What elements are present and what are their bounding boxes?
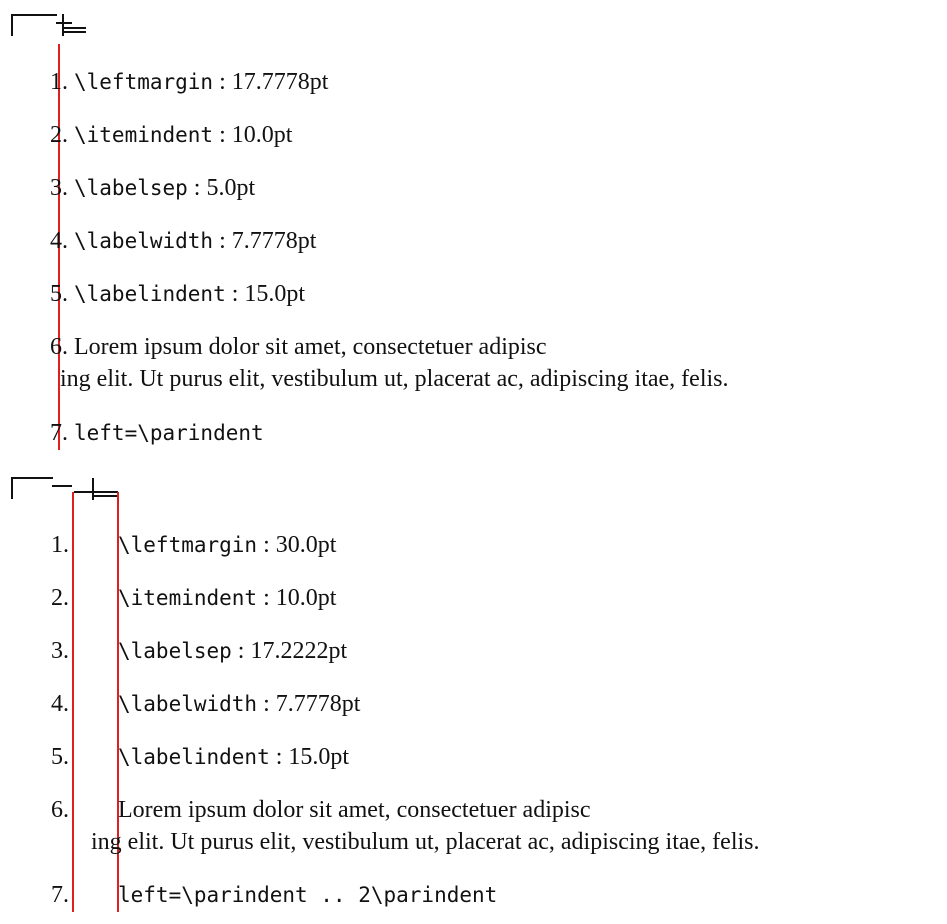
option-text: left=\parindent bbox=[74, 421, 264, 445]
list-item bbox=[50, 419, 264, 447]
paragraph-continuation: ing elit. Ut purus elit, vestibulum ut, placerat ac, adipiscing itae, felis. bbox=[60, 366, 729, 392]
length-value: 17.2222pt bbox=[250, 638, 348, 664]
list1-rule-labelwidth bbox=[56, 22, 72, 24]
macro-name: \labelsep bbox=[74, 176, 188, 200]
paragraph-line: Lorem ipsum dolor sit amet, consectetuer adipisc bbox=[74, 334, 547, 360]
macro-name: \itemindent bbox=[118, 586, 258, 610]
length-value: 17.7778pt bbox=[231, 69, 329, 95]
item-label: 5. bbox=[51, 744, 69, 770]
paragraph-line: Lorem ipsum dolor sit amet, consectetuer adipisc bbox=[118, 797, 591, 823]
list-item bbox=[118, 690, 360, 718]
list1-rule-tick-left bbox=[11, 14, 13, 36]
list-item bbox=[50, 333, 547, 361]
separator: : bbox=[225, 281, 245, 307]
separator: : bbox=[213, 228, 232, 254]
length-value: 7.7778pt bbox=[231, 228, 317, 254]
item-label: 4. bbox=[50, 228, 68, 254]
separator: : bbox=[213, 69, 232, 95]
separator: : bbox=[187, 175, 207, 201]
list2-rule-margin bbox=[11, 477, 53, 479]
list1-rule-indent-b bbox=[62, 31, 86, 33]
separator: : bbox=[231, 638, 251, 664]
list2-rule-labelindent bbox=[52, 485, 72, 487]
length-value: 30.0pt bbox=[275, 532, 337, 558]
separator: : bbox=[269, 744, 289, 770]
separator: : bbox=[213, 122, 232, 148]
list-item bbox=[50, 174, 255, 202]
item-label: 1. bbox=[50, 69, 68, 95]
list-item bbox=[50, 121, 292, 149]
macro-name: \itemindent bbox=[74, 123, 214, 147]
item-label: 4. bbox=[51, 691, 69, 717]
macro-name: \leftmargin bbox=[118, 533, 258, 557]
length-value: 15.0pt bbox=[244, 281, 306, 307]
list-item bbox=[118, 881, 497, 909]
macro-name: \labelwidth bbox=[74, 229, 214, 253]
list-item bbox=[118, 531, 336, 559]
item-label: 5. bbox=[50, 281, 68, 307]
list2-guide-line-left bbox=[72, 492, 74, 912]
macro-name: \leftmargin bbox=[74, 70, 214, 94]
macro-name: \labelwidth bbox=[118, 692, 258, 716]
item-label: 6. bbox=[51, 797, 69, 823]
length-value: 10.0pt bbox=[275, 585, 337, 611]
option-text: left=\parindent .. 2\parindent bbox=[118, 883, 498, 907]
separator: : bbox=[257, 691, 276, 717]
macro-name: \labelindent bbox=[118, 745, 270, 769]
item-label: 3. bbox=[51, 638, 69, 664]
length-value: 15.0pt bbox=[288, 744, 350, 770]
item-label: 7. bbox=[51, 882, 69, 908]
list-item bbox=[118, 743, 349, 771]
list-item bbox=[50, 280, 305, 308]
item-label: 3. bbox=[50, 175, 68, 201]
item-label: 1. bbox=[51, 532, 69, 558]
list2-rule-indent bbox=[92, 495, 118, 497]
item-label: 6. bbox=[50, 334, 68, 360]
macro-name: \labelsep bbox=[118, 639, 232, 663]
paragraph-continuation: ing elit. Ut purus elit, vestibulum ut, placerat ac, adipiscing itae, felis. bbox=[91, 829, 760, 855]
list2-rule-labelwidth bbox=[74, 491, 118, 493]
list1-rule-indent-a bbox=[62, 27, 86, 29]
list1-rule-margin bbox=[11, 14, 57, 16]
item-label: 2. bbox=[51, 585, 69, 611]
item-label: 2. bbox=[50, 122, 68, 148]
separator: : bbox=[257, 585, 276, 611]
list2-rule-tick-left bbox=[11, 477, 13, 499]
macro-name: \labelindent bbox=[74, 282, 226, 306]
list-item bbox=[50, 227, 316, 255]
list-item bbox=[118, 584, 336, 612]
length-value: 7.7778pt bbox=[275, 691, 361, 717]
length-value: 5.0pt bbox=[206, 175, 256, 201]
list-item bbox=[50, 68, 328, 96]
separator: : bbox=[257, 532, 276, 558]
item-label: 7. bbox=[50, 420, 68, 446]
length-value: 10.0pt bbox=[231, 122, 293, 148]
list-item bbox=[118, 637, 347, 665]
